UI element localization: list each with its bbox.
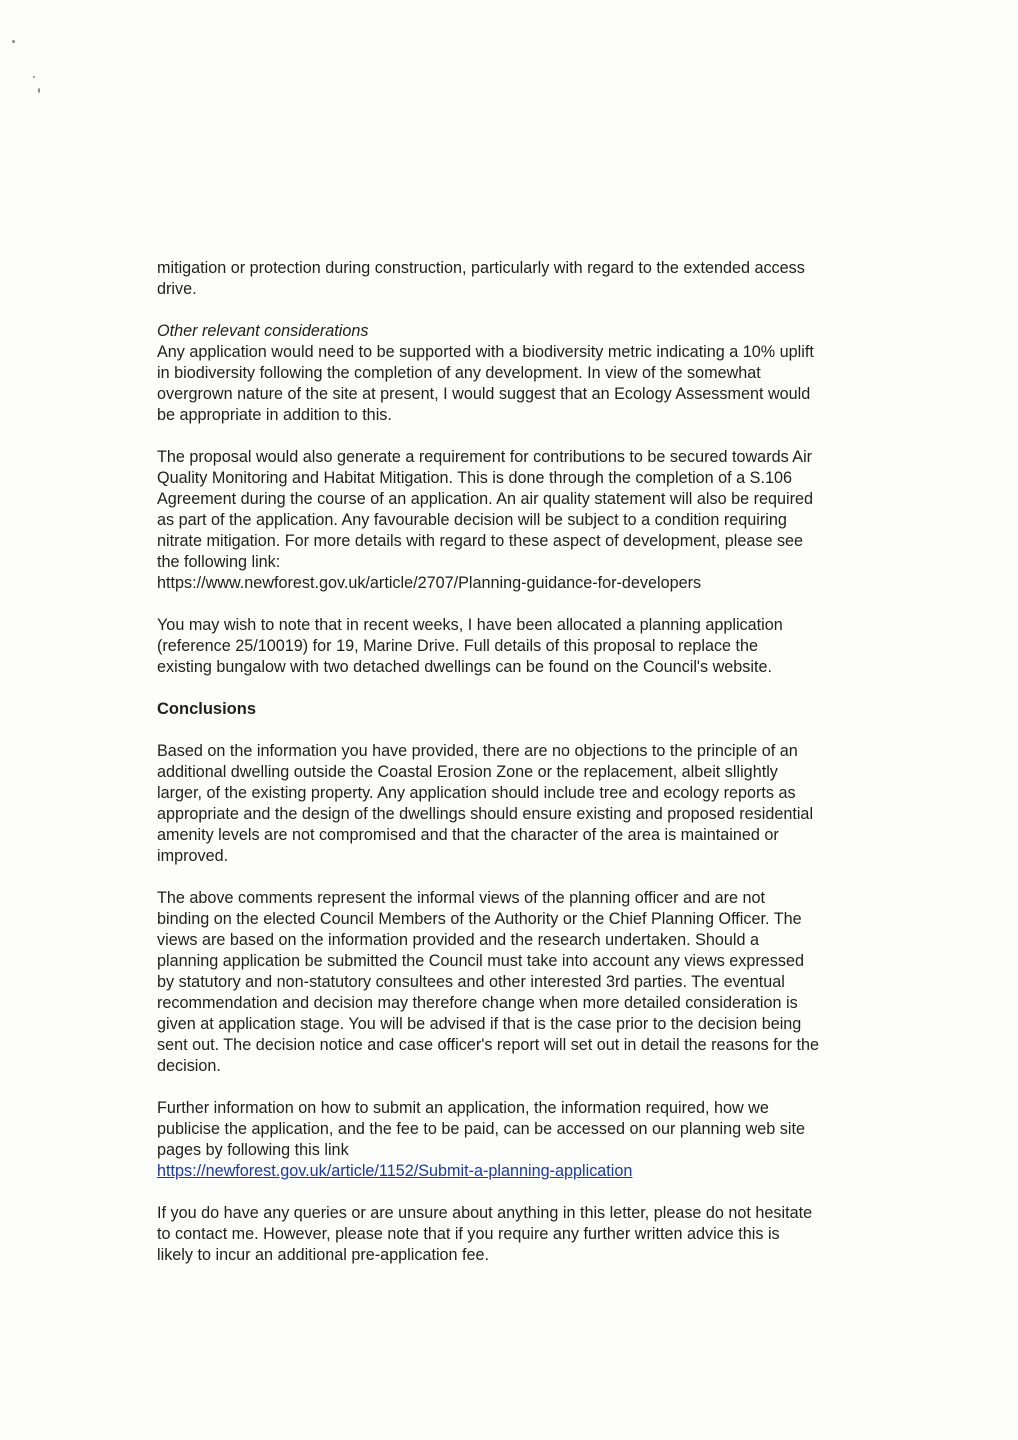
further-info-paragraph bbox=[157, 1098, 897, 1182]
other-considerations-paragraph bbox=[157, 321, 897, 426]
text-line: Any application would need to be supported with a biodiversity metric indicating a 10% uplift bbox=[157, 343, 814, 361]
text-line: likely to incur an additional pre-application fee. bbox=[157, 1246, 490, 1264]
text-line: to contact me. However, please note that if you require any further written advice this is bbox=[157, 1225, 780, 1243]
closing-paragraph bbox=[157, 1203, 897, 1266]
text-line: existing bungalow with two detached dwellings can be found on the Council's website. bbox=[157, 658, 772, 676]
text-line: mitigation or protection during construction, particularly with regard to the extended access bbox=[157, 259, 805, 277]
text-line: larger, of the existing property. Any application should include tree and ecology reports as bbox=[157, 784, 796, 802]
text-line: Further information on how to submit an application, the information required, how we bbox=[157, 1099, 769, 1117]
text-line: You may wish to note that in recent weeks, I have been allocated a planning application bbox=[157, 616, 783, 634]
submit-application-link[interactable]: https://newforest.gov.uk/article/1152/Submit-a-planning-application bbox=[157, 1162, 633, 1180]
text-line: publicise the application, and the fee to be paid, can be accessed on our planning web site bbox=[157, 1120, 805, 1138]
text-line: planning application be submitted the Council must take into account any views expressed bbox=[157, 952, 804, 970]
text-line: If you do have any queries or are unsure about anything in this letter, please do not hesitate bbox=[157, 1204, 813, 1222]
text-line: improved. bbox=[157, 847, 229, 865]
recent-application-paragraph bbox=[157, 615, 897, 678]
text-line: sent out. The decision notice and case officer's report will set out in detail the reasons for the bbox=[157, 1036, 820, 1054]
text-line: The proposal would also generate a requirement for contributions to be secured towards Air bbox=[157, 448, 813, 466]
text-line: the following link: bbox=[157, 553, 281, 571]
conclusions-heading: Conclusions bbox=[157, 700, 257, 718]
scan-speck bbox=[12, 40, 15, 43]
continuation-paragraph bbox=[157, 258, 897, 300]
text-line: binding on the elected Council Members of the Authority or the Chief Planning Officer. The bbox=[157, 910, 802, 928]
text-line: Quality Monitoring and Habitat Mitigation. This is done through the completion of a S.106 bbox=[157, 469, 792, 487]
text-line: Based on the information you have provided, there are no objections to the principle of an bbox=[157, 742, 798, 760]
text-line: The above comments represent the informal views of the planning officer and are not bbox=[157, 889, 765, 907]
text-line: appropriate and the design of the dwellings should ensure existing and proposed residential bbox=[157, 805, 814, 823]
informal-views-paragraph bbox=[157, 888, 897, 1077]
text-line: nitrate mitigation. For more details with regard to these aspect of development, please see bbox=[157, 532, 804, 550]
guidance-url-text: https://www.newforest.gov.uk/article/2707/Planning-guidance-for-developers bbox=[157, 574, 702, 592]
text-line: pages by following this link bbox=[157, 1141, 349, 1159]
text-line: amenity levels are not compromised and that the character of the area is maintained or bbox=[157, 826, 779, 844]
text-line: in biodiversity following the completion of any development. In view of the somewhat bbox=[157, 364, 761, 382]
text-line: decision. bbox=[157, 1057, 221, 1075]
letter-body bbox=[157, 258, 897, 1287]
text-line: views are based on the information provided and the research undertaken. Should a bbox=[157, 931, 760, 949]
conclusions-paragraph bbox=[157, 741, 897, 867]
text-line: recommendation and decision may therefore change when more detailed consideration is bbox=[157, 994, 798, 1012]
text-line: additional dwelling outside the Coastal Erosion Zone or the replacement, albeit sllightly bbox=[157, 763, 778, 781]
scan-speck bbox=[33, 76, 35, 78]
scan-speck bbox=[38, 88, 40, 93]
contributions-paragraph bbox=[157, 447, 897, 594]
text-line: as part of the application. Any favourable decision will be subject to a condition requiring bbox=[157, 511, 787, 529]
text-line: (reference 25/10019) for 19, Marine Drive. Full details of this proposal to replace the bbox=[157, 637, 759, 655]
text-line: overgrown nature of the site at present, I would suggest that an Ecology Assessment would bbox=[157, 385, 811, 403]
text-line: be appropriate in addition to this. bbox=[157, 406, 392, 424]
text-line: by statutory and non-statutory consultees and other interested 3rd parties. The eventual bbox=[157, 973, 785, 991]
text-line: Agreement during the course of an application. An air quality statement will also be required bbox=[157, 490, 813, 508]
text-line: given at application stage. You will be advised if that is the case prior to the decision being bbox=[157, 1015, 802, 1033]
other-considerations-subheading: Other relevant considerations bbox=[157, 322, 369, 340]
text-line: drive. bbox=[157, 280, 197, 298]
